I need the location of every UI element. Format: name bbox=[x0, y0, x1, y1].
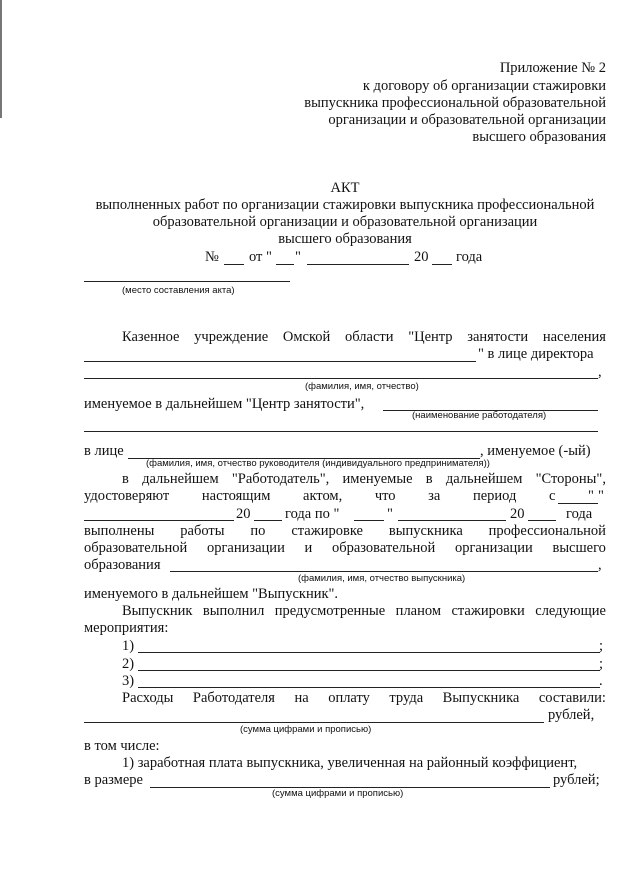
word: образовательной bbox=[84, 540, 188, 556]
word: Казенное bbox=[122, 329, 180, 345]
word: и bbox=[304, 540, 313, 556]
word: оплату bbox=[328, 690, 370, 706]
graduate-named-text: именуемого в дальнейшем "Выпускник". bbox=[84, 586, 339, 602]
period-end-year-field[interactable] bbox=[528, 520, 556, 521]
word: с bbox=[548, 488, 556, 504]
word: Омской bbox=[282, 329, 331, 345]
period-start-day-field[interactable] bbox=[558, 503, 598, 504]
center-named-text: именуемое в дальнейшем "Центр занятости", bbox=[84, 396, 365, 412]
appendix-line-3: выпускника профессиональной образовательной bbox=[304, 95, 606, 111]
year-20-a: 20 bbox=[236, 506, 251, 522]
item-1-number: 1) bbox=[122, 638, 135, 654]
item-1-end: ; bbox=[599, 638, 604, 654]
scan-edge-mark bbox=[0, 0, 2, 118]
activities-label: мероприятия: bbox=[84, 620, 169, 636]
word: составили: bbox=[538, 690, 606, 706]
act-year-field[interactable] bbox=[432, 264, 452, 265]
comma-2: , bbox=[598, 557, 602, 573]
period-end-month-field[interactable] bbox=[398, 520, 506, 521]
act-month-field[interactable] bbox=[307, 264, 409, 265]
in-person-text: в лице bbox=[84, 443, 124, 459]
center-name-field[interactable] bbox=[84, 361, 476, 362]
act-number-sign: № bbox=[205, 249, 219, 265]
word: по bbox=[250, 523, 266, 539]
quote-1: " bbox=[598, 488, 604, 504]
word: в bbox=[425, 471, 433, 487]
act-quote-close: " bbox=[295, 249, 301, 265]
paragraph-employer bbox=[122, 471, 606, 487]
word: населения bbox=[542, 329, 606, 345]
paragraph-center-intro bbox=[122, 329, 606, 345]
salary-paragraph: 1) заработная плата выпускника, увеличенная на районный коэффициент, bbox=[122, 755, 578, 771]
word: дальнейшем bbox=[445, 471, 523, 487]
paragraph-work-done bbox=[84, 523, 606, 539]
word: актом, bbox=[303, 488, 343, 504]
quote-2: " bbox=[387, 506, 393, 522]
director-name-field[interactable] bbox=[84, 378, 598, 379]
word: Выпускника bbox=[442, 690, 520, 706]
item-2-number: 2) bbox=[122, 656, 135, 672]
place-field[interactable] bbox=[84, 281, 290, 282]
word: выполнены bbox=[84, 523, 155, 539]
item-2-end: ; bbox=[599, 656, 604, 672]
act-title: АКТ bbox=[330, 180, 360, 196]
education-text: образования bbox=[84, 557, 161, 573]
act-date-from: от " bbox=[249, 249, 272, 265]
act-year-word: года bbox=[456, 249, 483, 265]
act-day-field[interactable] bbox=[276, 264, 294, 265]
named-suffix: , именуемое (-ый) bbox=[480, 443, 591, 459]
place-caption: (место составления акта) bbox=[122, 285, 235, 296]
word: учреждение bbox=[194, 329, 269, 345]
word: Работодателя bbox=[192, 690, 275, 706]
item-3-field[interactable] bbox=[138, 687, 600, 688]
word: за bbox=[428, 488, 441, 504]
word: именуемые bbox=[342, 471, 413, 487]
graduate-name-field[interactable] bbox=[170, 571, 598, 572]
employer-caption: (наименование работодателя) bbox=[412, 410, 547, 421]
plan-paragraph: Выпускник выполнил предусмотренные планом стажировки следующие bbox=[122, 603, 606, 619]
appendix-line-2: к договору об организации стажировки bbox=[362, 78, 606, 94]
period-end-day-field[interactable] bbox=[354, 520, 384, 521]
act-year-prefix: 20 bbox=[414, 249, 429, 265]
period-start-year-field[interactable] bbox=[254, 520, 282, 521]
word: " bbox=[588, 488, 594, 504]
word: настоящим bbox=[201, 488, 271, 504]
word: "Стороны", bbox=[535, 471, 606, 487]
word: организации bbox=[206, 540, 285, 556]
size-text: в размере bbox=[84, 772, 143, 788]
word: занятости bbox=[467, 329, 529, 345]
word: "Центр bbox=[408, 329, 453, 345]
word: что bbox=[374, 488, 396, 504]
rubles-text: рублей, bbox=[548, 707, 595, 723]
appendix-number: Приложение № 2 bbox=[499, 60, 606, 76]
word: удостоверяют bbox=[84, 488, 170, 504]
word: "Работодатель", bbox=[231, 471, 330, 487]
paragraph-certify bbox=[84, 488, 594, 504]
item-1-field[interactable] bbox=[138, 652, 600, 653]
fio-caption: (фамилия, имя, отчество) bbox=[305, 381, 419, 392]
comma-1: , bbox=[598, 364, 602, 380]
period-start-month-field[interactable] bbox=[84, 520, 234, 521]
sum-caption: (сумма цифрами и прописью) bbox=[240, 724, 372, 735]
word: области bbox=[345, 329, 394, 345]
word: труда bbox=[389, 690, 424, 706]
paragraph-expenses bbox=[122, 690, 606, 706]
word: организации bbox=[454, 540, 533, 556]
paragraph-organization bbox=[84, 540, 606, 556]
sum-caption-2: (сумма цифрами и прописью) bbox=[272, 788, 404, 799]
year-word-2: года bbox=[566, 506, 593, 522]
word: работы bbox=[180, 523, 225, 539]
item-3-number: 3) bbox=[122, 673, 135, 689]
graduate-caption: (фамилия, имя, отчество выпускника) bbox=[298, 573, 466, 584]
appendix-line-5: высшего образования bbox=[472, 129, 606, 145]
item-2-field[interactable] bbox=[138, 670, 600, 671]
rubles-text-2: рублей; bbox=[553, 772, 600, 788]
word: выпускника bbox=[388, 523, 463, 539]
word: Расходы bbox=[122, 690, 174, 706]
to-text: года по " bbox=[285, 506, 340, 522]
word: период bbox=[472, 488, 517, 504]
word: профессиональной bbox=[488, 523, 606, 539]
appendix-line-4: организации и образовательной организации bbox=[328, 112, 606, 128]
act-subtitle-3: высшего образования bbox=[278, 231, 412, 247]
word: образовательной bbox=[331, 540, 436, 556]
word: дальнейшем bbox=[142, 471, 219, 487]
employer-name-field-2[interactable] bbox=[84, 431, 598, 432]
act-subtitle-2: образовательной организации и образовательной организации bbox=[152, 214, 538, 230]
word: на bbox=[294, 690, 309, 706]
director-text: " в лице директора bbox=[478, 346, 594, 362]
act-number-field[interactable] bbox=[224, 264, 244, 265]
including-text: в том числе: bbox=[84, 738, 160, 754]
word: в bbox=[122, 471, 129, 487]
act-subtitle-1: выполненных работ по организации стажировки выпускника профессиональной bbox=[95, 197, 595, 213]
year-20-b: 20 bbox=[510, 506, 525, 522]
expenses-sum-field[interactable] bbox=[84, 722, 544, 723]
word: стажировке bbox=[291, 523, 363, 539]
word: высшего bbox=[552, 540, 606, 556]
head-caption: (фамилия, имя, отчество руководителя (индивидуального предпринимателя)) bbox=[146, 458, 490, 469]
item-3-end: . bbox=[599, 673, 603, 689]
